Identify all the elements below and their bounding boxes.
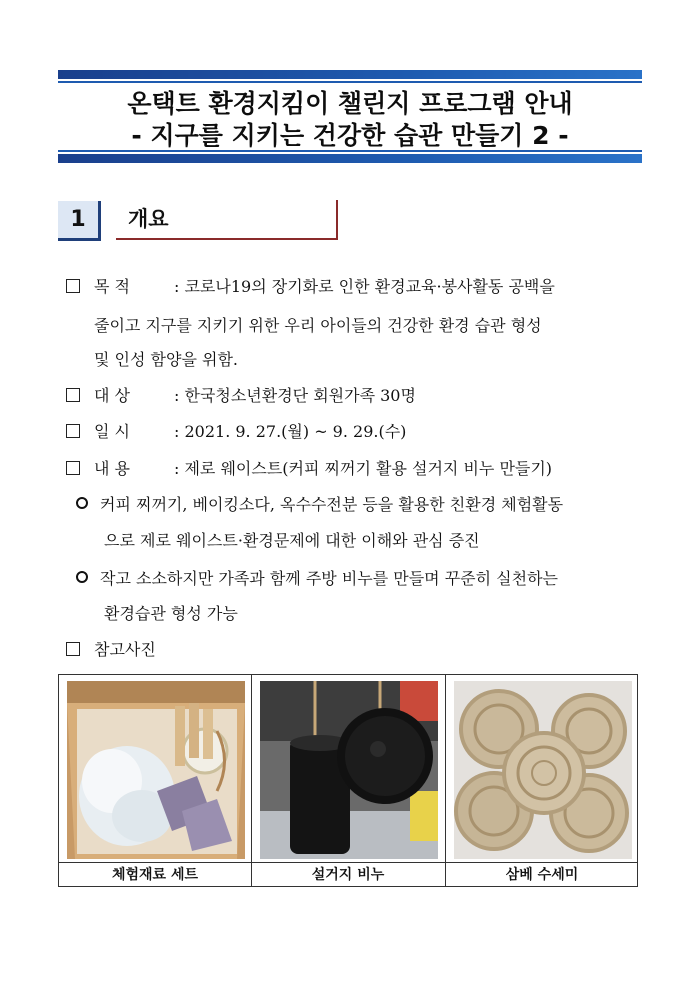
photo-material-kit bbox=[67, 681, 245, 859]
page-title: 온택트 환경지킴이 챌린지 프로그램 안내 bbox=[127, 89, 573, 118]
content-row bbox=[66, 456, 552, 479]
checkbox-square-icon bbox=[66, 388, 80, 402]
section-number: 1 bbox=[58, 201, 101, 241]
purpose-row bbox=[66, 274, 555, 297]
reference-row bbox=[66, 637, 156, 660]
target-row bbox=[66, 383, 416, 406]
checkbox-square-icon bbox=[66, 642, 80, 656]
target-text: : 한국청소년환경단 회원가족 30명 bbox=[174, 386, 416, 405]
date-row bbox=[66, 419, 406, 442]
caption-dish-soap: 설거지 비누 bbox=[311, 867, 385, 883]
bullet-1-line-2: 으로 제로 웨이스트·환경문제에 대한 이해와 관심 증진 bbox=[104, 531, 480, 550]
purpose-text: : 코로나19의 장기화로 인한 환경교육·봉사활동 공백을 bbox=[174, 277, 555, 296]
bullet-circle-icon bbox=[76, 571, 88, 583]
reference-label: 참고사진 bbox=[94, 640, 156, 659]
table-divider bbox=[251, 675, 252, 886]
section-title: 개요 bbox=[128, 207, 169, 231]
bullet-2-line-2: 환경습관 형성 가능 bbox=[104, 604, 238, 623]
title-banner bbox=[58, 70, 642, 164]
date-text: : 2021. 9. 27.(월) ~ 9. 29.(수) bbox=[174, 422, 407, 441]
bullet-2-line-1: 작고 소소하지만 가족과 함께 주방 비누를 만들며 꾸준히 실천하는 bbox=[100, 569, 559, 588]
checkbox-square-icon bbox=[66, 461, 80, 475]
content-text: : 제로 웨이스트(커피 찌꺼기 활용 설거지 비누 만들기) bbox=[174, 459, 553, 478]
bullet-item-1 bbox=[76, 492, 563, 515]
checkbox-square-icon bbox=[66, 424, 80, 438]
section-title-box bbox=[116, 200, 338, 240]
caption-divider bbox=[59, 862, 637, 863]
purpose-line-3: 및 인성 함양을 위함. bbox=[94, 350, 238, 369]
caption-material-kit: 체험재료 세트 bbox=[111, 867, 199, 883]
checkbox-square-icon bbox=[66, 279, 80, 293]
photo-hemp-scrubber bbox=[454, 681, 632, 859]
content-label: 내 용 bbox=[94, 459, 130, 478]
purpose-label: 목 적 bbox=[94, 277, 130, 296]
caption-hemp-scrubber: 삼베 수세미 bbox=[505, 867, 579, 883]
title-top-bar bbox=[58, 70, 642, 79]
page-subtitle: - 지구를 지키는 건강한 습관 만들기 2 - bbox=[131, 121, 569, 150]
purpose-line-2: 줄이고 지구를 지키기 위한 우리 아이들의 건강한 환경 습관 형성 bbox=[94, 316, 542, 335]
table-divider bbox=[445, 675, 446, 886]
date-label: 일 시 bbox=[94, 422, 130, 441]
photo-table bbox=[58, 674, 638, 887]
bullet-item-2 bbox=[76, 566, 558, 589]
bullet-circle-icon bbox=[76, 497, 88, 509]
photo-dish-soap bbox=[260, 681, 438, 859]
target-label: 대 상 bbox=[94, 386, 130, 405]
title-bottom-bar bbox=[58, 154, 642, 163]
bullet-1-line-1: 커피 찌꺼기, 베이킹소다, 옥수수전분 등을 활용한 친환경 체험활동 bbox=[100, 495, 564, 514]
title-top-rule bbox=[58, 81, 642, 83]
title-bottom-rule bbox=[58, 150, 642, 152]
